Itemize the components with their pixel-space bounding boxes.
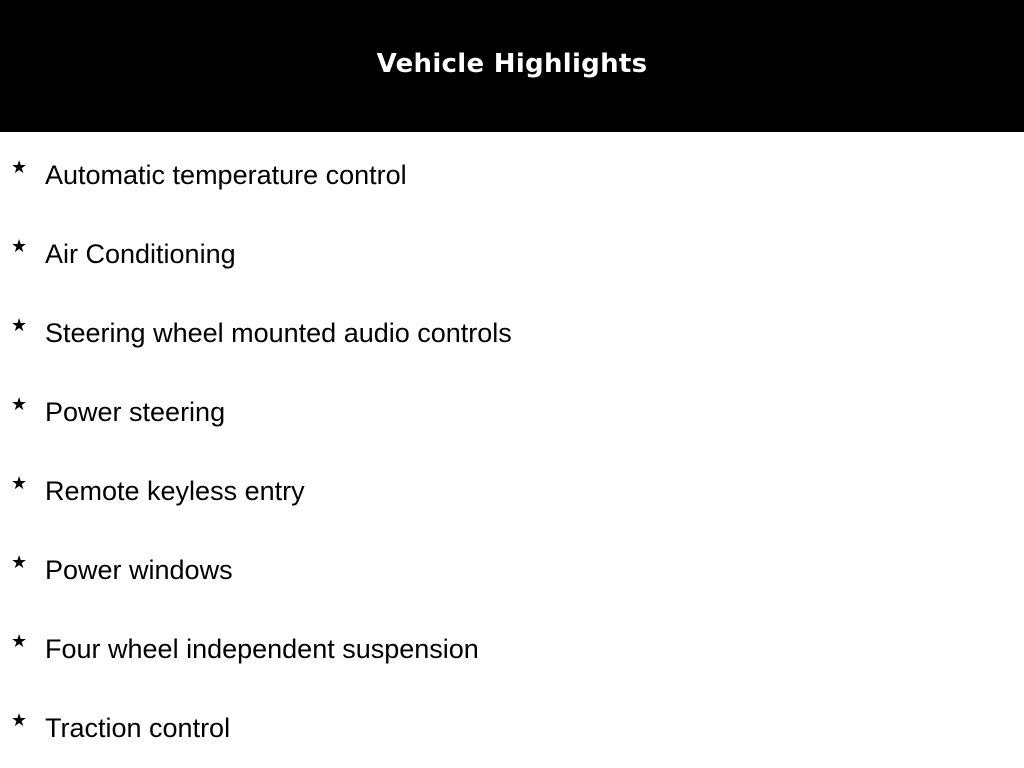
list-item-label: Automatic temperature control xyxy=(45,160,407,190)
header-bar xyxy=(0,0,1024,132)
star-icon: ★ xyxy=(11,552,28,573)
list-item-label: Air Conditioning xyxy=(45,239,236,269)
list-item-label: Remote keyless entry xyxy=(45,476,305,506)
list-item-label: Steering wheel mounted audio controls xyxy=(45,318,512,348)
list-item-label: Traction control xyxy=(45,713,231,743)
star-icon: ★ xyxy=(11,710,28,731)
list-item-label: Power windows xyxy=(45,555,233,585)
star-icon: ★ xyxy=(11,394,28,415)
list-item-label: Power steering xyxy=(45,397,226,427)
star-icon: ★ xyxy=(11,157,28,178)
star-icon: ★ xyxy=(11,315,28,336)
page-title: Vehicle Highlights xyxy=(376,49,648,79)
star-icon: ★ xyxy=(11,473,28,494)
list-item-label: Four wheel independent suspension xyxy=(45,634,479,664)
star-icon: ★ xyxy=(11,631,28,652)
star-icon: ★ xyxy=(11,236,28,257)
